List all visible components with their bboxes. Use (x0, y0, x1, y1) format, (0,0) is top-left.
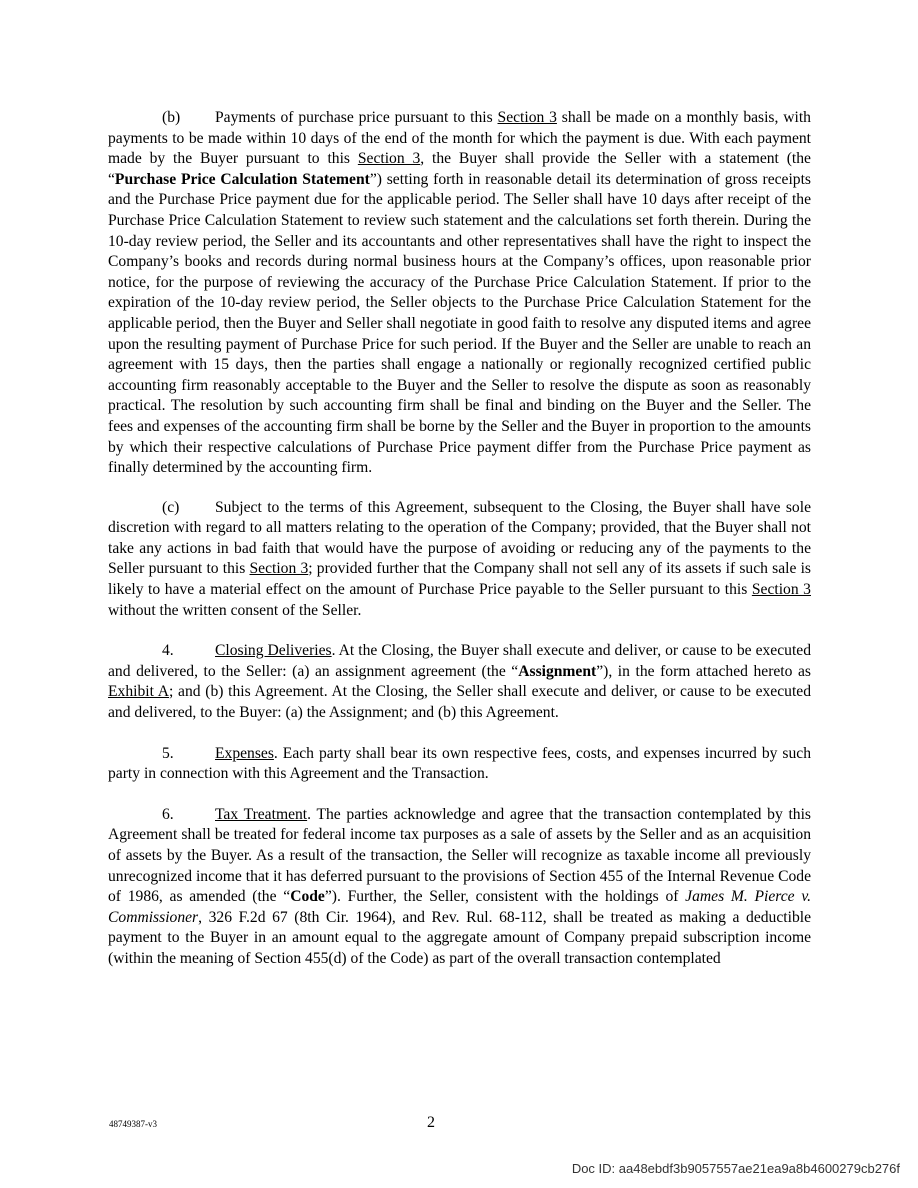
section-3-reference: Section 3 (357, 150, 421, 168)
paragraph-3b-text: shall be made on a monthly basis, with payments to be made within 10 days of the end of the month for which the payment is due. With each payment made by the Buyer pursuant to this (108, 109, 811, 168)
page-number: 2 (427, 1114, 435, 1131)
section-6-text: . The parties acknowledge and agree that the transaction contemplated by this Agreement shall be treated for federal income tax purposes as a sale of assets by the Seller and as an acquisition of assets by the Buyer. As a result of the transaction, the Seller will recognize as taxable income all previously unrecognized income that it has deferred pursuant to the provisions of Section 455 of the Internal Revenue Code of 1986, as amended (the “ (108, 805, 812, 906)
section-6-number: 6. (162, 805, 174, 823)
document-number: 48749387-v3 (109, 1119, 157, 1129)
paragraph-3c-text: ; provided further that the Company shall not sell any of its assets if such sale is likely to have a material effect on the amount of Purchase Price payable to the Seller pursuant to this (108, 560, 811, 599)
section-4-heading: Closing Deliveries (215, 642, 332, 660)
section-5-number: 5. (162, 744, 174, 762)
paragraph-3c-text: Subject to the terms of this Agreement, subsequent to the Closing, the Buyer shall have sole discretion with regard to all matters relating to the operation of the Company; provided, that the Buyer shall not take any actions in bad faith that would have the purpose of avoiding or reducing any of the payments to the Seller pursuant to this (108, 498, 811, 578)
paragraph-3b (108, 108, 811, 479)
section-5-heading: Expenses (215, 744, 274, 762)
exhibit-a-reference: Exhibit A (108, 683, 170, 701)
document-body (108, 108, 811, 990)
section-3-reference: Section 3 (249, 560, 309, 578)
doc-id-stamp: Doc ID: aa48ebdf3b9057557ae21ea9a8b4600279cb276f (571, 1161, 900, 1176)
paragraph-3c-text: without the written consent of the Seller. (108, 601, 362, 619)
section-6-heading: Tax Treatment (215, 805, 308, 823)
section-6-text: , 326 F.2d 67 (8th Cir. 1964), and Rev. Rul. 68-112, shall be treated as making a deductible payment to the Buyer in an amount equal to the aggregate amount of Company prepaid subscription income (within the meaning of Section 455(d) of the Code) as part of the overall transaction contemplated (108, 908, 811, 967)
section-4-number: 4. (162, 642, 174, 660)
paragraph-3b-text: ”) setting forth in reasonable detail its determination of gross receipts and the Purchase Price payment due for the applicable period. The Seller shall have 10 days after receipt of the Purchase Price Calculation Statement to review such statement and the calculations set forth therein. During the 10-day review period, the Seller and its accountants and other representatives shall have the right to inspect the Company’s books and records during normal business hours at the Company’s offices, upon reasonable prior notice, for the purpose of reviewing the accuracy of the Purchase Price Calculation Statement. If prior to the expiration of the 10-day review period, the Seller objects to the Purchase Price Calculation Statement for the applicable period, then the Buyer and Seller shall negotiate in good faith to resolve any disputed items and agree upon the resulting payment of Purchase Price for such period. If the Buyer and the Seller are unable to reach an agreement with 15 days, then the parties shall engage a nationally or regionally recognized certified public accounting firm reasonably acceptable to the Buyer and the Seller to resolve the dispute as soon as reasonably practical. The resolution by such accounting firm shall be final and binding on the Buyer and the Seller. The fees and expenses of the accounting firm shall be borne by the Seller and the Buyer in proportion to the amounts by which their respective calculations of Purchase Price payment differ from the Purchase Price payment as finally determined by the accounting firm. (108, 170, 811, 477)
section-5-text: . Each party shall bear its own respective fees, costs, and expenses incurred by such party in connection with this Agreement and the Transaction. (108, 744, 811, 783)
paragraph-3b-text: , the Buyer shall provide the Seller with a statement (the “ (108, 150, 811, 188)
section-4-text: ; and (b) this Agreement. At the Closing, the Seller shall execute and deliver, or cause to be executed and delivered, to the Buyer: (a) the Assignment; and (b) this Agreement. (108, 683, 811, 722)
defined-term-purchase-price-calculation-statement: Purchase Price Calculation Statement (114, 170, 370, 188)
paragraph-3b-text: Payments of purchase price pursuant to this (215, 109, 498, 126)
defined-term-assignment: Assignment (518, 662, 597, 680)
paragraph-3c-label: (c) (162, 498, 180, 516)
section-5-expenses (108, 744, 811, 785)
section-4-closing-deliveries (108, 641, 811, 723)
case-citation: James M. Pierce v. Commissioner (108, 888, 811, 926)
section-3-reference: Section 3 (497, 109, 557, 126)
section-6-tax-treatment (108, 805, 811, 970)
paragraph-3b-label: (b) (162, 109, 181, 126)
section-3-reference: Section 3 (751, 581, 811, 599)
section-4-text: . At the Closing, the Buyer shall execute and deliver, or cause to be executed and delivered, to the Seller: (a) an assignment agreement (the “ (108, 642, 811, 680)
defined-term-code: Code (290, 888, 325, 906)
section-4-text: ”), in the form attached hereto as (596, 662, 811, 680)
paragraph-3c (108, 498, 811, 622)
section-6-text: ”). Further, the Seller, consistent with the holdings of (324, 888, 686, 906)
